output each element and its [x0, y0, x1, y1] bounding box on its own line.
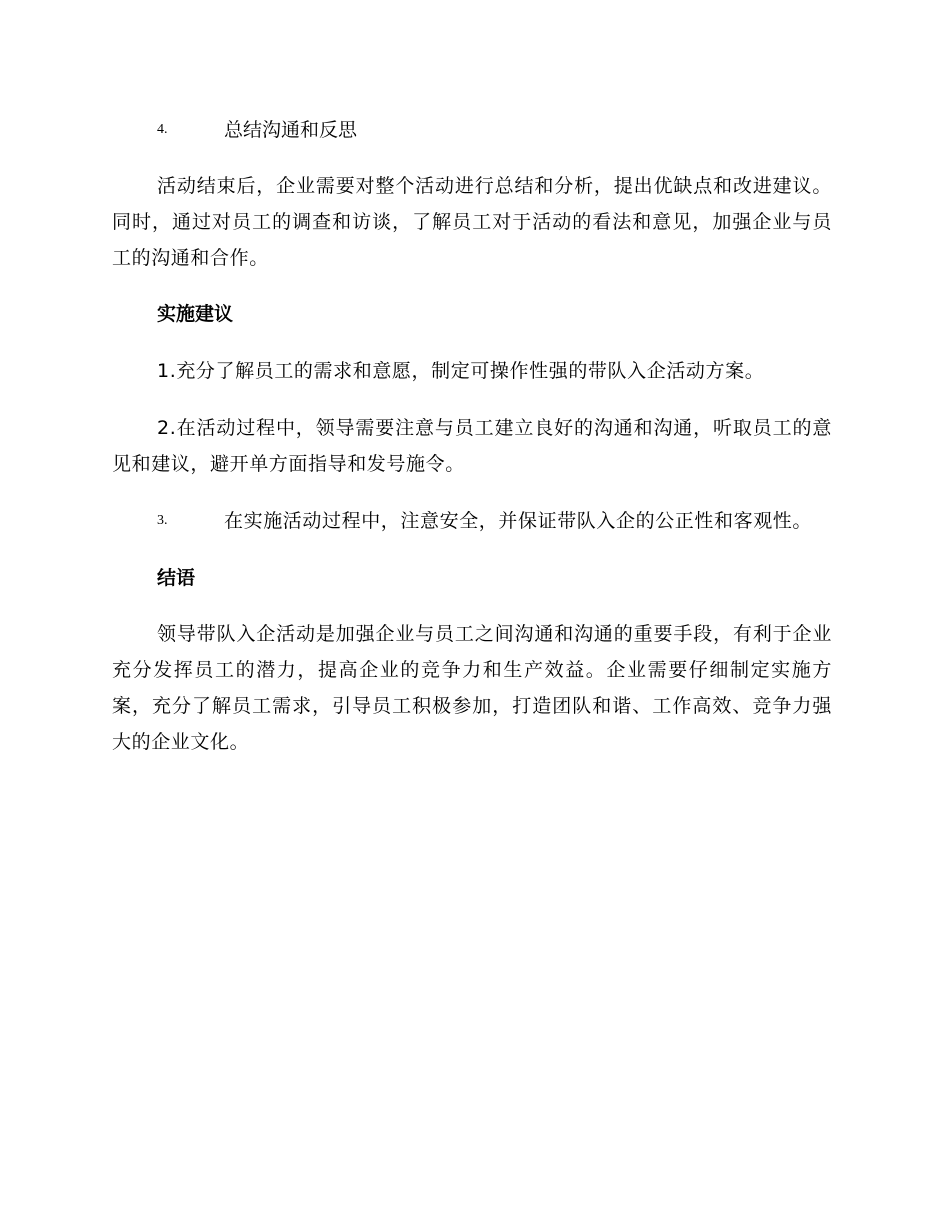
section-4-paragraph: 活动结束后，企业需要对整个活动进行总结和分析，提出优缺点和改进建议。同时，通过对员工的调查和访谈，了解员工对于活动的看法和意见，加强企业与员工的沟通和合作。: [112, 175, 832, 269]
recommendation-item-3: [112, 503, 832, 539]
conclusion-paragraph: 领导带队入企活动是加强企业与员工之间沟通和沟通的重要手段，有利于企业充分发挥员工的潜力，提高企业的竞争力和生产效益。企业需要仔细制定实施方案，充分了解员工需求，引导员工积极参加，打造团队和谐、工作高效、竞争力强大的企业文化。: [112, 623, 832, 753]
document-content: [112, 112, 832, 760]
section-4-title: 总结沟通和反思: [224, 119, 358, 141]
recommendation-item-1: 1.充分了解员工的需求和意愿，制定可操作性强的带队入企活动方案。: [157, 360, 765, 382]
recommendation-item-3-number: 3.: [157, 513, 168, 528]
recommendation-item-3-text: 在实施活动过程中，注意安全，并保证带队入企的公正性和客观性。: [224, 510, 813, 532]
recommendation-item-2: 2.在活动过程中，领导需要注意与员工建立良好的沟通和沟通，听取员工的意见和建议，避开单方面指导和发号施令。: [112, 417, 832, 475]
section-4-number: 4.: [157, 122, 168, 137]
recommendations-heading: 实施建议: [157, 303, 234, 325]
conclusion-heading: 结语: [157, 567, 196, 589]
section-4-heading: [112, 112, 832, 148]
